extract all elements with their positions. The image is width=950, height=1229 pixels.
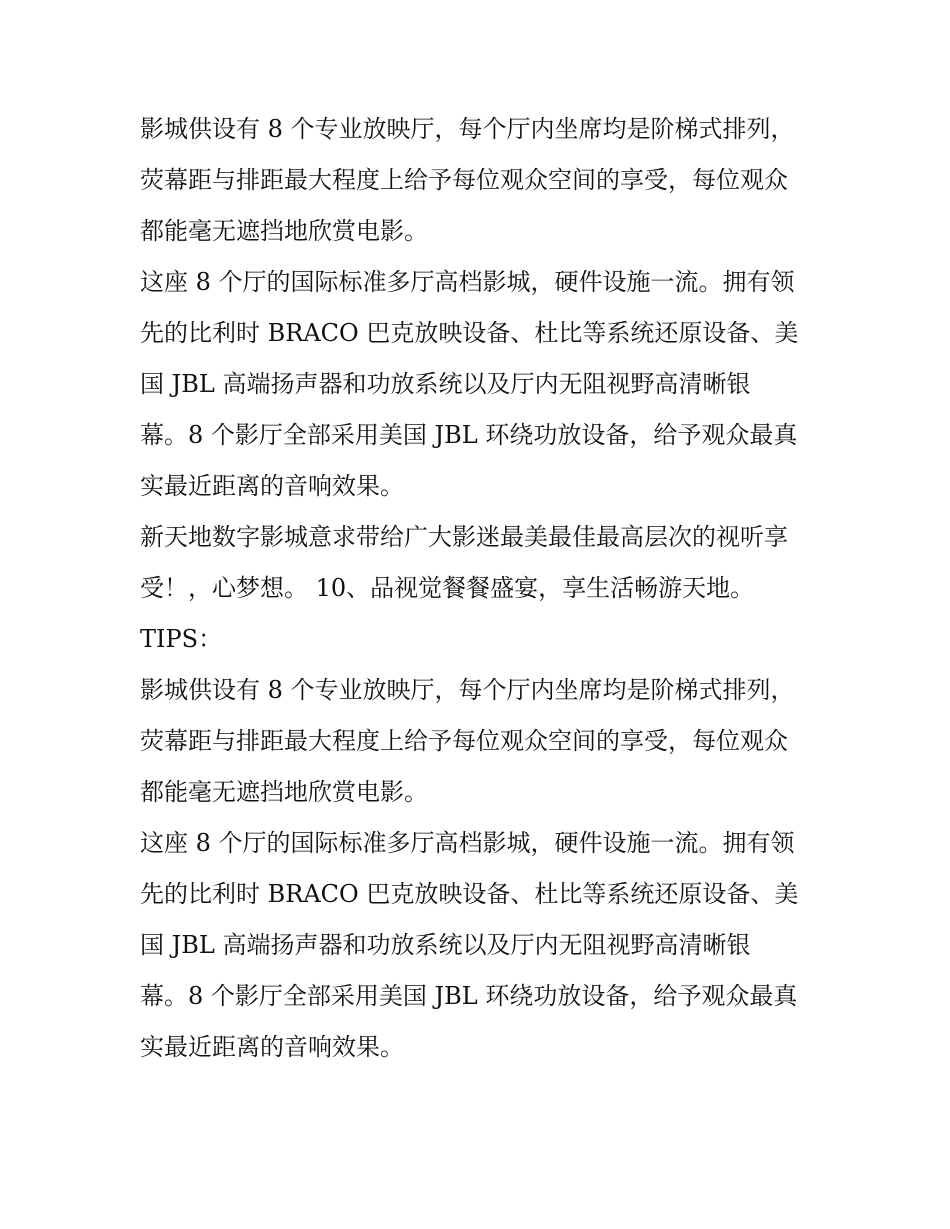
text-line: 这座 8 个厅的国际标准多厅高档影城，硬件设施一流。拥有领: [140, 268, 795, 296]
text-line: 实最近距离的音响效果。: [140, 472, 404, 500]
text-line: 受！，心梦想。 10、品视觉餐餐盛宴，享生活畅游天地。: [140, 574, 755, 602]
text-line: 影城供设有 8 个专业放映厅，每个厅内坐席均是阶梯式排列，: [140, 676, 795, 704]
text-line: 实最近距离的音响效果。: [140, 1033, 404, 1061]
text-line: 都能毫无遮挡地欣赏电影。: [140, 217, 428, 245]
text-line: 影城供设有 8 个专业放映厅，每个厅内坐席均是阶梯式排列，: [140, 115, 795, 143]
text-line: 幕。8 个影厅全部采用美国 JBL 环绕功放设备，给予观众最真: [140, 982, 798, 1010]
text-line: 荧幕距与排距最大程度上给予每位观众空间的享受，每位观众: [140, 727, 788, 755]
text-line: 先的比利时 BRACO 巴克放映设备、杜比等系统还原设备、美: [140, 880, 799, 908]
text-line: 这座 8 个厅的国际标准多厅高档影城，硬件设施一流。拥有领: [140, 829, 795, 857]
document-body: [140, 104, 815, 1073]
text-line: 荧幕距与排距最大程度上给予每位观众空间的享受，每位观众: [140, 166, 788, 194]
text-line: 幕。8 个影厅全部采用美国 JBL 环绕功放设备，给予观众最真: [140, 421, 798, 449]
text-line: 先的比利时 BRACO 巴克放映设备、杜比等系统还原设备、美: [140, 319, 799, 347]
text-line: 都能毫无遮挡地欣赏电影。: [140, 778, 428, 806]
tips-heading: TIPS：: [140, 625, 223, 653]
text-line: 新天地数字影城意求带给广大影迷最美最佳最高层次的视听享: [140, 523, 788, 551]
text-line: 国 JBL 高端扬声器和功放系统以及厅内无阻视野高清晰银: [140, 370, 751, 398]
text-line: 国 JBL 高端扬声器和功放系统以及厅内无阻视野高清晰银: [140, 931, 751, 959]
